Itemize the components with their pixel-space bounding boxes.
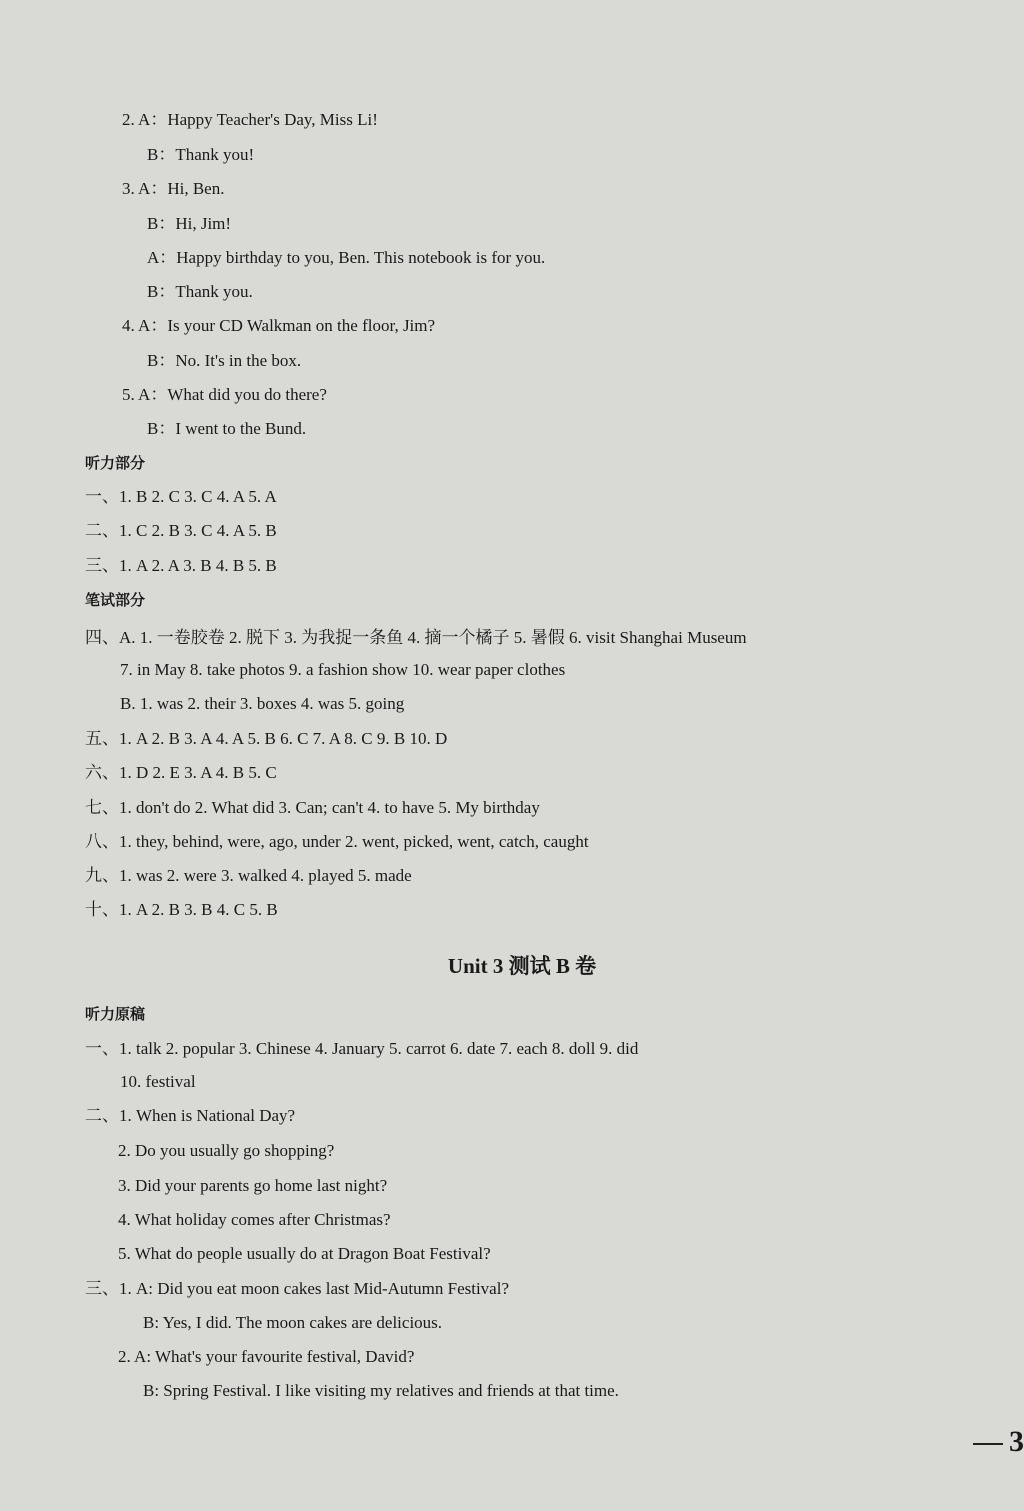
page-number <box>973 1425 1024 1459</box>
text-line: 5. A：What did you do there? <box>122 385 327 404</box>
section-title: Unit 3 测试 B 卷 <box>447 954 597 978</box>
text-line: B：Hi, Jim! <box>147 214 232 233</box>
text-line: 7. in May 8. take photos 9. a fashion show 10. wear paper clothes <box>120 660 566 679</box>
text-line: B: Yes, I did. The moon cakes are delicious. <box>143 1313 443 1332</box>
text-line: 4. What holiday comes after Christmas? <box>118 1210 391 1229</box>
text-line: 十、1. A 2. B 3. B 4. C 5. B <box>85 900 278 919</box>
text-line: 一、1. B 2. C 3. C 4. A 5. A <box>85 487 277 506</box>
text-line: 三、1. A: Did you eat moon cakes last Mid-Autumn Festival? <box>85 1279 509 1298</box>
text-line: 七、1. don't do 2. What did 3. Can; can't 4. to have 5. My birthday <box>85 798 540 817</box>
text-line: 5. What do people usually do at Dragon Boat Festival? <box>118 1244 491 1263</box>
text-line: 六、1. D 2. E 3. A 4. B 5. C <box>85 763 277 782</box>
text-line: 五、1. A 2. B 3. A 4. A 5. B 6. C 7. A 8. C 9. B 10. D <box>85 729 448 748</box>
text-line: B: Spring Festival. I like visiting my relatives and friends at that time. <box>143 1381 619 1400</box>
section-heading: 笔试部分 <box>85 591 146 609</box>
text-line: 10. festival <box>120 1072 196 1091</box>
text-line: 2. A: What's your favourite festival, David? <box>118 1347 415 1366</box>
text-line: 一、1. talk 2. popular 3. Chinese 4. January 5. carrot 6. date 7. each 8. doll 9. did <box>85 1039 639 1058</box>
section-heading: 听力原稿 <box>85 1005 146 1023</box>
text-line: B：Thank you. <box>147 282 253 301</box>
text-line: 4. A：Is your CD Walkman on the floor, Jim? <box>122 316 436 335</box>
page-number-text: 3 <box>1009 1425 1024 1458</box>
text-line: 3. A：Hi, Ben. <box>122 179 225 198</box>
text-line: B：No. It's in the box. <box>147 351 302 370</box>
text-line: 二、1. C 2. B 3. C 4. A 5. B <box>85 521 277 540</box>
text-line: 3. Did your parents go home last night? <box>118 1176 388 1195</box>
text-line: 三、1. A 2. A 3. B 4. B 5. B <box>85 556 277 575</box>
text-line: 2. Do you usually go shopping? <box>118 1141 335 1160</box>
text-line: 八、1. they, behind, were, ago, under 2. went, picked, went, catch, caught <box>85 832 589 851</box>
text-line: B：Thank you! <box>147 145 255 164</box>
text-line: 二、1. When is National Day? <box>85 1106 296 1125</box>
page-dash <box>973 1443 1003 1445</box>
text-line: 四、A. 1. 一卷胶卷 2. 脱下 3. 为我捉一条鱼 4. 摘一个橘子 5. 暑假 6. visit Shanghai Museum <box>85 628 747 647</box>
text-line: B：I went to the Bund. <box>147 419 307 438</box>
text-line: 九、1. was 2. were 3. walked 4. played 5. made <box>85 866 412 885</box>
text-line: 2. A：Happy Teacher's Day, Miss Li! <box>122 110 378 129</box>
text-line: B. 1. was 2. their 3. boxes 4. was 5. going <box>120 694 405 713</box>
text-line: A：Happy birthday to you, Ben. This notebook is for you. <box>147 248 546 267</box>
section-heading: 听力部分 <box>85 454 146 472</box>
